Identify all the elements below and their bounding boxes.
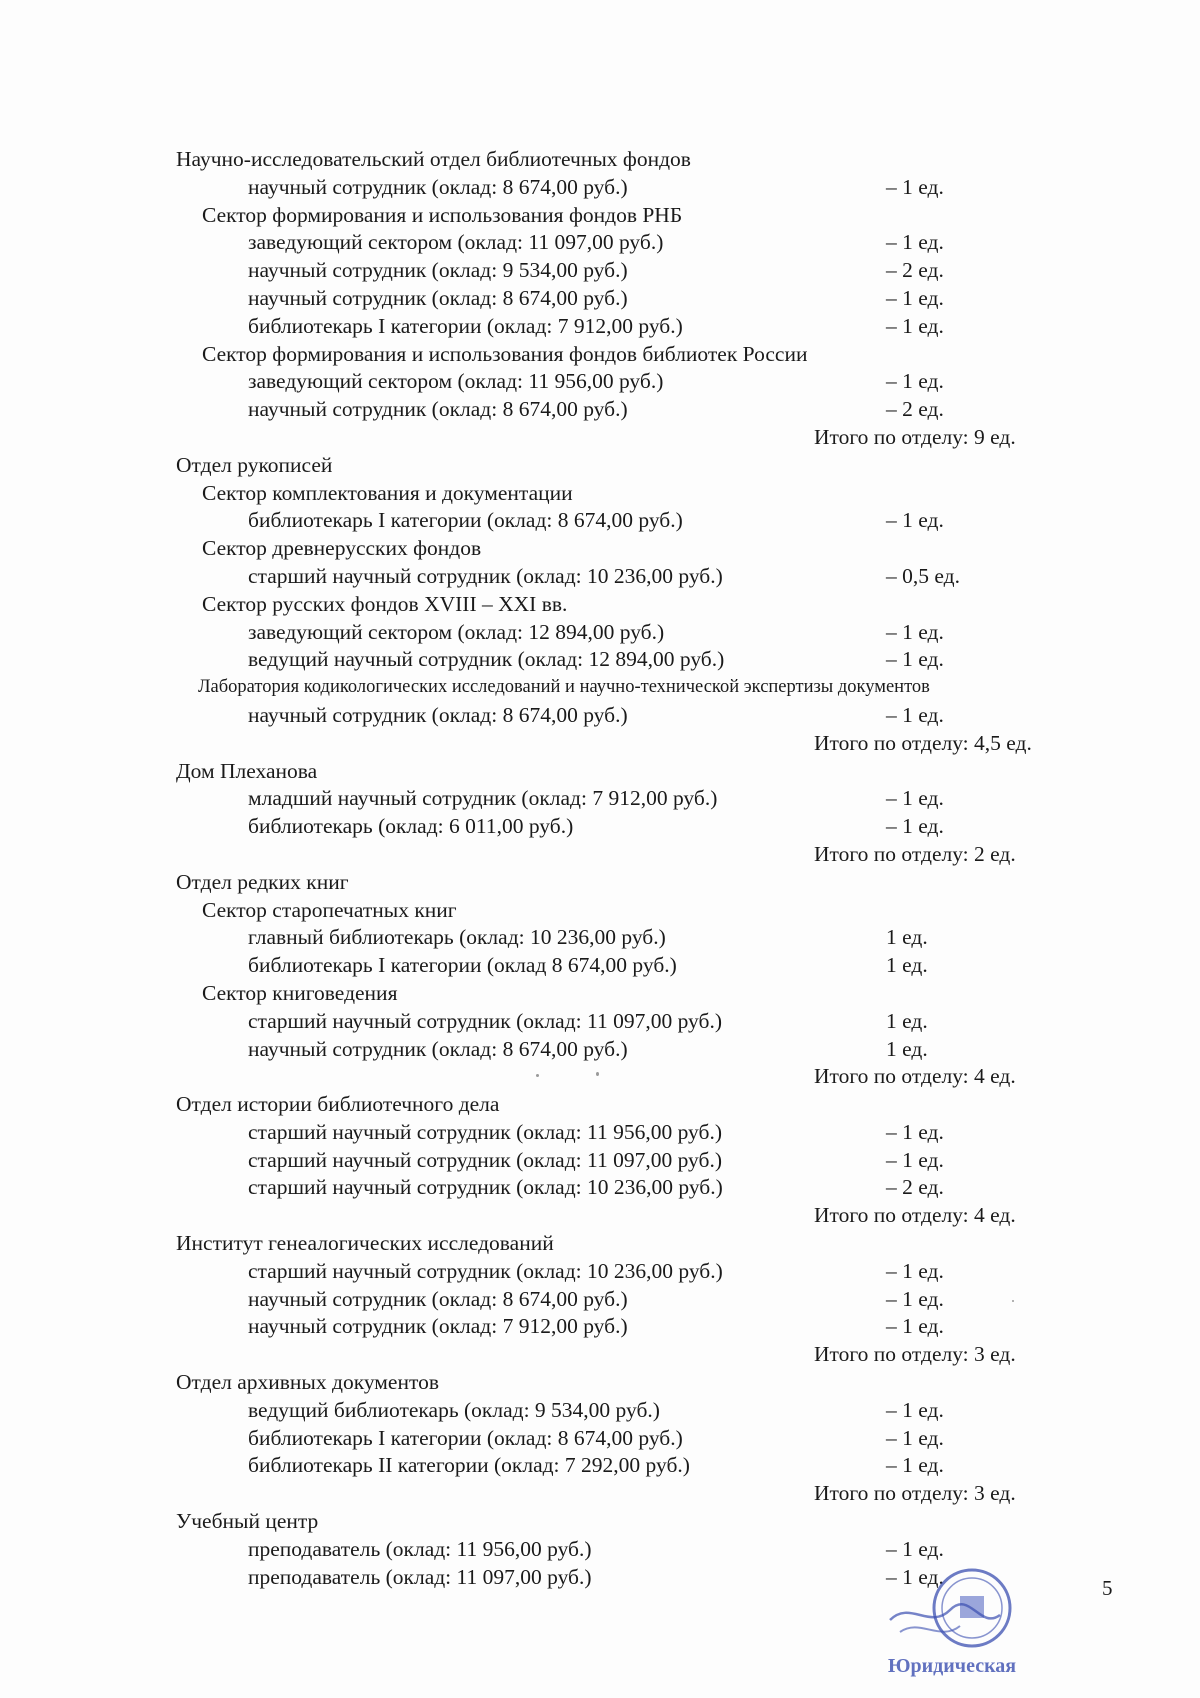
position-quantity: 1 ед. bbox=[886, 925, 928, 950]
position-row bbox=[176, 396, 1096, 424]
position-quantity: – 1 ед. bbox=[886, 814, 944, 839]
position-quantity: – 1 ед. bbox=[886, 1564, 944, 1589]
department-heading bbox=[176, 452, 1096, 480]
position-quantity: – 1 ед. bbox=[886, 1425, 944, 1450]
position-row bbox=[176, 1452, 1096, 1480]
heading-text: Сектор книговедения bbox=[202, 980, 398, 1005]
position-title: научный сотрудник (оклад: 9 534,00 руб.) bbox=[248, 258, 628, 283]
heading-text: Сектор формирования и использования фондов библиотек России bbox=[202, 341, 808, 366]
position-quantity: – 1 ед. bbox=[886, 1453, 944, 1478]
department-total-row bbox=[176, 1063, 1096, 1091]
department-heading bbox=[176, 869, 1096, 897]
heading-text: Сектор старопечатных книг bbox=[202, 897, 457, 922]
position-quantity: – 1 ед. bbox=[886, 647, 944, 672]
heading-text: Отдел архивных документов bbox=[176, 1370, 439, 1395]
position-quantity: – 1 ед. bbox=[886, 1147, 944, 1172]
department-total: Итого по отделу: 4,5 ед. bbox=[814, 730, 1032, 755]
sector-heading bbox=[176, 202, 1096, 230]
position-row bbox=[176, 1286, 1096, 1314]
position-title: библиотекарь (оклад: 6 011,00 руб.) bbox=[248, 814, 574, 839]
heading-text: Отдел истории библиотечного дела bbox=[176, 1092, 500, 1117]
position-title: библиотекарь I категории (оклад: 8 674,00 руб.) bbox=[248, 1425, 683, 1450]
position-title: преподаватель (оклад: 11 956,00 руб.) bbox=[248, 1536, 592, 1561]
page-number: 5 bbox=[1102, 1576, 1113, 1600]
position-row bbox=[176, 1174, 1096, 1202]
position-quantity: – 1 ед. bbox=[886, 1397, 944, 1422]
position-quantity: – 2 ед. bbox=[886, 258, 944, 283]
position-quantity: – 1 ед. bbox=[886, 1286, 944, 1311]
position-row bbox=[176, 1147, 1096, 1175]
heading-text: Институт генеалогических исследований bbox=[176, 1231, 554, 1256]
heading-text: Лаборатория кодикологических исследований и научно-технической экспертизы документов bbox=[198, 677, 930, 698]
department-heading bbox=[176, 1369, 1096, 1397]
position-row bbox=[176, 1008, 1096, 1036]
sector-heading bbox=[176, 591, 1096, 619]
heading-text: Отдел редких книг bbox=[176, 869, 349, 894]
heading-text: Научно-исследовательский отдел библиотечных фондов bbox=[176, 147, 691, 171]
position-title: научный сотрудник (оклад: 8 674,00 руб.) bbox=[248, 285, 628, 310]
position-row bbox=[176, 285, 1096, 313]
sector-heading bbox=[176, 535, 1096, 563]
position-title: научный сотрудник (оклад: 8 674,00 руб.) bbox=[248, 397, 628, 422]
position-quantity: 1 ед. bbox=[886, 1008, 928, 1033]
heading-text: Отдел рукописей bbox=[176, 452, 333, 477]
position-row bbox=[176, 1258, 1096, 1286]
sector-heading bbox=[176, 897, 1096, 925]
department-total-row bbox=[176, 730, 1096, 758]
position-row bbox=[176, 257, 1096, 285]
department-total-row bbox=[176, 1341, 1096, 1369]
position-title: библиотекарь I категории (оклад: 8 674,00 руб.) bbox=[248, 508, 683, 533]
sector-heading bbox=[176, 980, 1096, 1008]
department-heading bbox=[176, 1230, 1096, 1258]
seal-text: Юридическая bbox=[888, 1655, 1017, 1677]
position-quantity: – 1 ед. bbox=[886, 1258, 944, 1283]
heading-text: Сектор русских фондов XVIII – XXI вв. bbox=[202, 591, 568, 616]
position-title: библиотекарь I категории (оклад: 7 912,00 руб.) bbox=[248, 313, 683, 338]
position-title: главный библиотекарь (оклад: 10 236,00 руб.) bbox=[248, 925, 666, 950]
position-quantity: – 1 ед. bbox=[886, 174, 944, 199]
position-title: научный сотрудник (оклад: 7 912,00 руб.) bbox=[248, 1314, 628, 1339]
position-title: младший научный сотрудник (оклад: 7 912,00 руб.) bbox=[248, 786, 718, 811]
position-quantity: – 1 ед. bbox=[886, 369, 944, 394]
position-row bbox=[176, 702, 1096, 730]
department-total-row bbox=[176, 1202, 1096, 1230]
position-title: ведущий научный сотрудник (оклад: 12 894,00 руб.) bbox=[248, 647, 725, 672]
position-title: старший научный сотрудник (оклад: 11 097,00 руб.) bbox=[248, 1147, 722, 1172]
position-title: научный сотрудник (оклад: 8 674,00 руб.) bbox=[248, 1286, 628, 1311]
position-title: старший научный сотрудник (оклад: 10 236,00 руб.) bbox=[248, 563, 723, 588]
department-total: Итого по отделу: 3 ед. bbox=[814, 1342, 1016, 1367]
position-row bbox=[176, 952, 1096, 980]
position-row bbox=[176, 1036, 1096, 1064]
position-row bbox=[176, 924, 1096, 952]
staff-list bbox=[176, 146, 1096, 1591]
sector-heading bbox=[176, 341, 1096, 369]
heading-text: Сектор формирования и использования фондов РНБ bbox=[202, 202, 683, 227]
position-row bbox=[176, 507, 1096, 535]
position-row bbox=[176, 368, 1096, 396]
position-row bbox=[176, 1313, 1096, 1341]
position-quantity: – 1 ед. bbox=[886, 702, 944, 727]
position-quantity: – 1 ед. bbox=[886, 1314, 944, 1339]
position-title: научный сотрудник (оклад: 8 674,00 руб.) bbox=[248, 174, 628, 199]
position-title: научный сотрудник (оклад: 8 674,00 руб.) bbox=[248, 702, 628, 727]
position-row bbox=[176, 646, 1096, 674]
position-title: заведующий сектором (оклад: 11 956,00 руб.) bbox=[248, 369, 664, 394]
department-heading bbox=[176, 1091, 1096, 1119]
heading-text: Учебный центр bbox=[176, 1509, 319, 1534]
position-quantity: – 1 ед. bbox=[886, 508, 944, 533]
position-row bbox=[176, 785, 1096, 813]
position-quantity: – 1 ед. bbox=[886, 1536, 944, 1561]
department-total: Итого по отделу: 2 ед. bbox=[814, 841, 1016, 866]
sector-heading bbox=[176, 674, 1096, 702]
sector-heading bbox=[176, 480, 1096, 508]
position-title: библиотекарь I категории (оклад 8 674,00 руб.) bbox=[248, 953, 677, 978]
department-heading bbox=[176, 758, 1096, 786]
position-title: старший научный сотрудник (оклад: 11 956,00 руб.) bbox=[248, 1119, 722, 1144]
position-title: ведущий библиотекарь (оклад: 9 534,00 руб.) bbox=[248, 1397, 660, 1422]
position-quantity: – 1 ед. bbox=[886, 786, 944, 811]
department-total: Итого по отделу: 4 ед. bbox=[814, 1203, 1016, 1228]
position-quantity: – 0,5 ед. bbox=[886, 563, 960, 588]
department-total: Итого по отделу: 4 ед. bbox=[814, 1064, 1016, 1089]
department-total: Итого по отделу: 9 ед. bbox=[814, 424, 1016, 449]
department-total: Итого по отделу: 3 ед. bbox=[814, 1481, 1016, 1506]
position-quantity: – 1 ед. bbox=[886, 285, 944, 310]
department-total-row bbox=[176, 1480, 1096, 1508]
position-row bbox=[176, 813, 1096, 841]
position-title: старший научный сотрудник (оклад: 10 236,00 руб.) bbox=[248, 1258, 723, 1283]
heading-text: Дом Плеханова bbox=[176, 758, 318, 783]
position-quantity: – 2 ед. bbox=[886, 1175, 944, 1200]
position-title: старший научный сотрудник (оклад: 11 097,00 руб.) bbox=[248, 1008, 722, 1033]
position-quantity: 1 ед. bbox=[886, 953, 928, 978]
scan-speck bbox=[596, 1072, 599, 1076]
official-seal bbox=[880, 1560, 1020, 1690]
position-quantity: – 1 ед. bbox=[886, 230, 944, 255]
position-row bbox=[176, 619, 1096, 647]
position-title: научный сотрудник (оклад: 8 674,00 руб.) bbox=[248, 1036, 628, 1061]
position-quantity: 1 ед. bbox=[886, 1036, 928, 1061]
position-title: библиотекарь II категории (оклад: 7 292,00 руб.) bbox=[248, 1453, 690, 1478]
heading-text: Сектор комплектования и документации bbox=[202, 480, 573, 505]
department-total-row bbox=[176, 424, 1096, 452]
position-title: преподаватель (оклад: 11 097,00 руб.) bbox=[248, 1564, 592, 1589]
heading-text: Сектор древнерусских фондов bbox=[202, 536, 482, 561]
position-row bbox=[176, 229, 1096, 257]
position-quantity: – 1 ед. bbox=[886, 1119, 944, 1144]
position-row bbox=[176, 1397, 1096, 1425]
department-heading bbox=[176, 146, 1096, 174]
position-row bbox=[176, 563, 1096, 591]
department-heading bbox=[176, 1508, 1096, 1536]
position-quantity: – 2 ед. bbox=[886, 397, 944, 422]
position-row bbox=[176, 174, 1096, 202]
position-title: заведующий сектором (оклад: 11 097,00 руб.) bbox=[248, 230, 664, 255]
scan-speck bbox=[536, 1074, 539, 1077]
position-row bbox=[176, 313, 1096, 341]
position-quantity: – 1 ед. bbox=[886, 619, 944, 644]
position-row bbox=[176, 1425, 1096, 1453]
scan-speck bbox=[1012, 1300, 1014, 1302]
position-title: старший научный сотрудник (оклад: 10 236,00 руб.) bbox=[248, 1175, 723, 1200]
position-title: заведующий сектором (оклад: 12 894,00 руб.) bbox=[248, 619, 665, 644]
position-quantity: – 1 ед. bbox=[886, 313, 944, 338]
department-total-row bbox=[176, 841, 1096, 869]
position-row bbox=[176, 1119, 1096, 1147]
